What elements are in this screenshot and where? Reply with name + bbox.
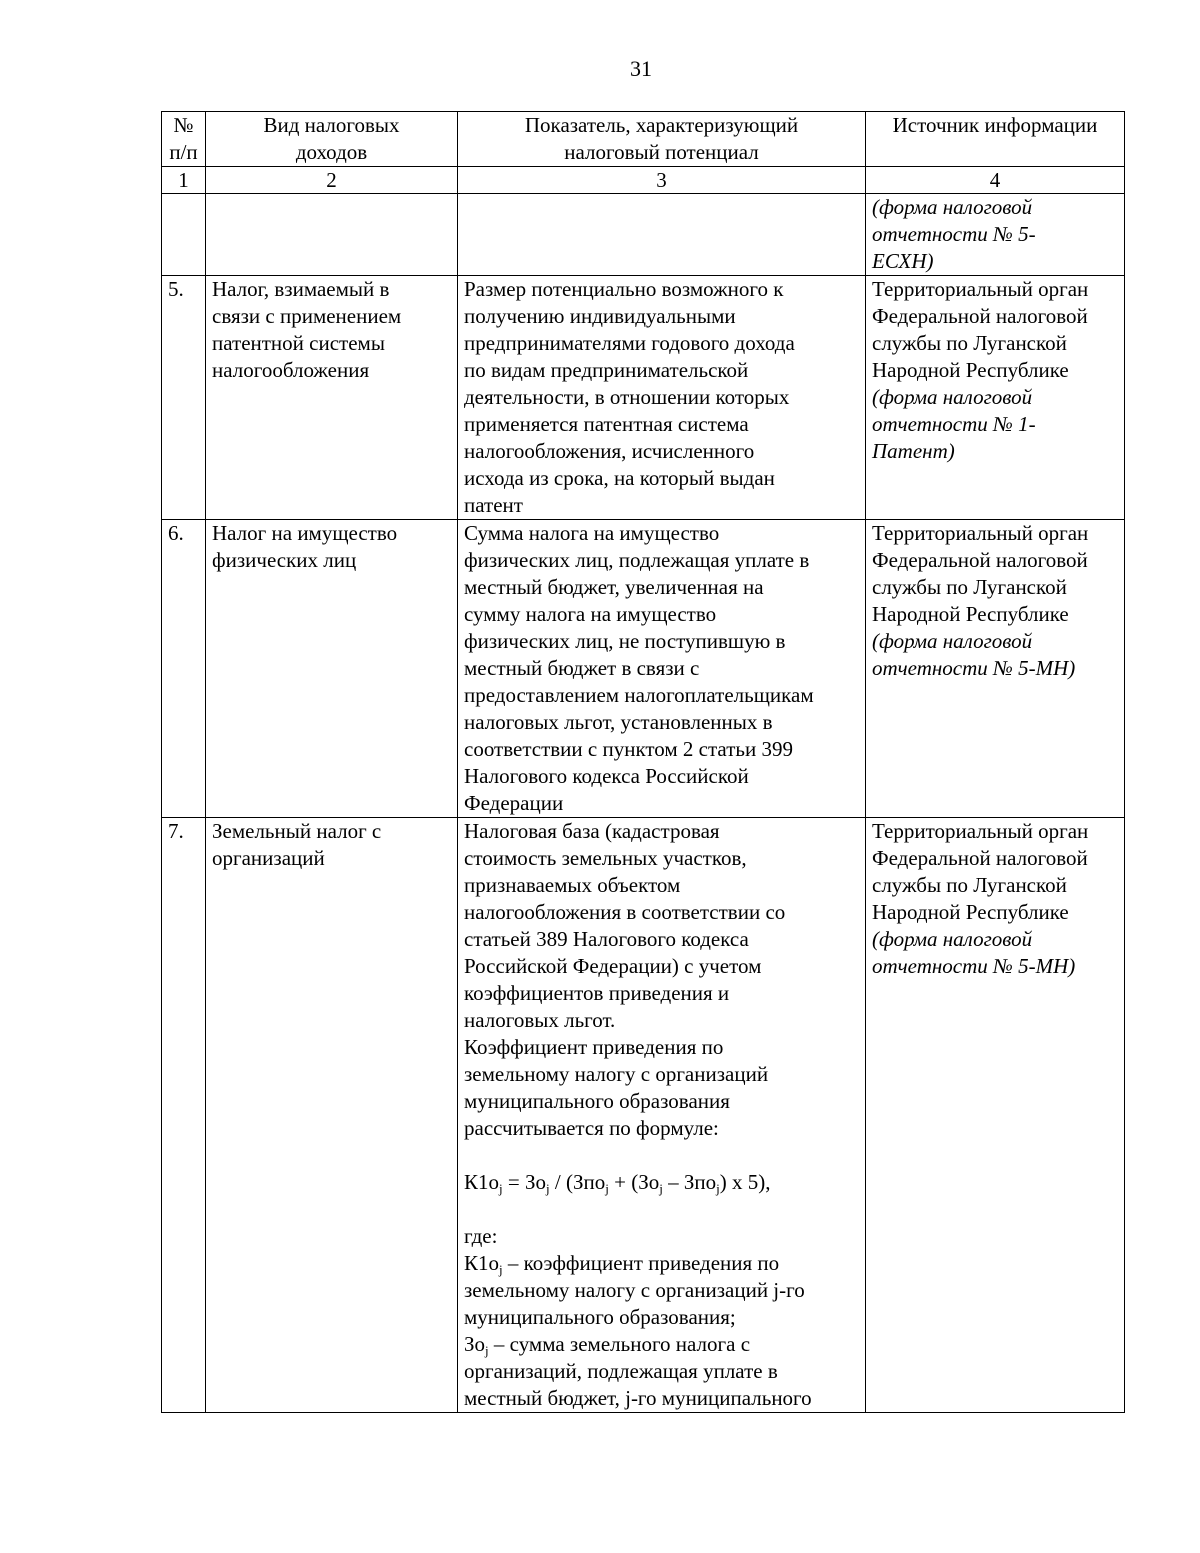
table-row — [162, 276, 1125, 520]
header-indicator — [458, 112, 866, 167]
definition-zo: $Зо_j$ – сумма земельного налога с — [464, 1332, 751, 1358]
header-number-line2: п/п — [169, 140, 198, 164]
header-indicator-line1: Показатель, характеризующий — [524, 113, 799, 137]
indicator: Налоговая база (кадастровая стоимость земельных участков, признаваемых объектом налогообложения в соответствии со статьей 389 Налогового кодекса Российской Федерации) с учетом коэффициентов приведения и налоговых льгот. Коэффициент приведения по земельному налогу с организаций муниципального образования рассчитывается по формуле: $К1о_j = Зо_j / (Зпо_j + (Зо_j - Зпо_j)$ x 5), где: $К1о_j$ – коэффициент приведения по земельному налогу с организаций j-го муниципального образования; $Зо_j$ – сумма земельного налога с организаций, подлежащая уплате в местный бюджет, j-го муниципального — [458, 818, 866, 1413]
tax-type: Земельный налог с организаций — [206, 818, 458, 1413]
indicator: Сумма налога на имущество физических лиц, подлежащая уплате в местный бюджет, увеличенная на сумму налога на имущество физических лиц, не поступившую в местный бюджет в связи с предоставлением налогоплательщикам налоговых льгот, установленных в соответствии с пунктом 2 статьи 399 Налогового кодекса Российской Федерации — [458, 520, 866, 818]
definition-k1: $К1о_j$ – коэффициент приведения по — [464, 1251, 780, 1277]
source: Территориальный орган Федеральной налоговой службы по Луганской Народной Республике (форма налоговой отчетности № 5-МН) — [866, 520, 1125, 818]
source: Территориальный орган Федеральной налоговой службы по Луганской Народной Республике (форма налоговой отчетности № 1- Патент) — [866, 276, 1125, 520]
table-row — [162, 818, 1125, 1413]
tax-type: Налог, взимаемый в связи с применением патентной системы налогообложения — [206, 276, 458, 520]
continuation-row — [162, 194, 1125, 276]
source: Территориальный орган Федеральной налоговой службы по Луганской Народной Республике (форма налоговой отчетности № 5-МН) — [866, 818, 1125, 1413]
header-tax-type — [206, 112, 458, 167]
tax-potential-table — [161, 111, 1125, 1413]
indicator: Размер потенциально возможного к получению индивидуальными предпринимателями годового дохода по видам предпринимательской деятельности, в отношении которых применяется патентная система налогообложения, исчисленного исхода из срока, на который выдан патент — [458, 276, 866, 520]
header-tax-type-line1: Вид налоговых — [263, 113, 400, 137]
table-header-row — [162, 112, 1125, 167]
continuation-source: (форма налоговой отчетности № 5- ЕСХН) — [866, 194, 1125, 276]
tax-type: Налог на имущество физических лиц — [206, 520, 458, 818]
row-number: 5. — [162, 276, 206, 520]
header-source — [866, 112, 1125, 167]
header-tax-type-line2: доходов — [295, 140, 368, 164]
header-indicator-line2: налоговый потенциал — [564, 140, 759, 164]
table-row — [162, 520, 1125, 818]
formula: $К1о_j = Зо_j / (Зпо_j + (Зо_j - Зпо_j)$ x 5), — [464, 1170, 771, 1196]
column-number-row — [162, 167, 1125, 194]
header-source-line1: Источник информации — [892, 113, 1098, 137]
header-number — [162, 112, 206, 167]
column-number: 1 — [162, 167, 206, 194]
row-number: 6. — [162, 520, 206, 818]
where-label: где: — [464, 1224, 498, 1248]
header-number-line1: № — [173, 113, 194, 137]
column-number: 3 — [458, 167, 866, 194]
row-number: 7. — [162, 818, 206, 1413]
column-number: 4 — [866, 167, 1125, 194]
page-number: 31 — [630, 56, 652, 81]
column-number: 2 — [206, 167, 458, 194]
